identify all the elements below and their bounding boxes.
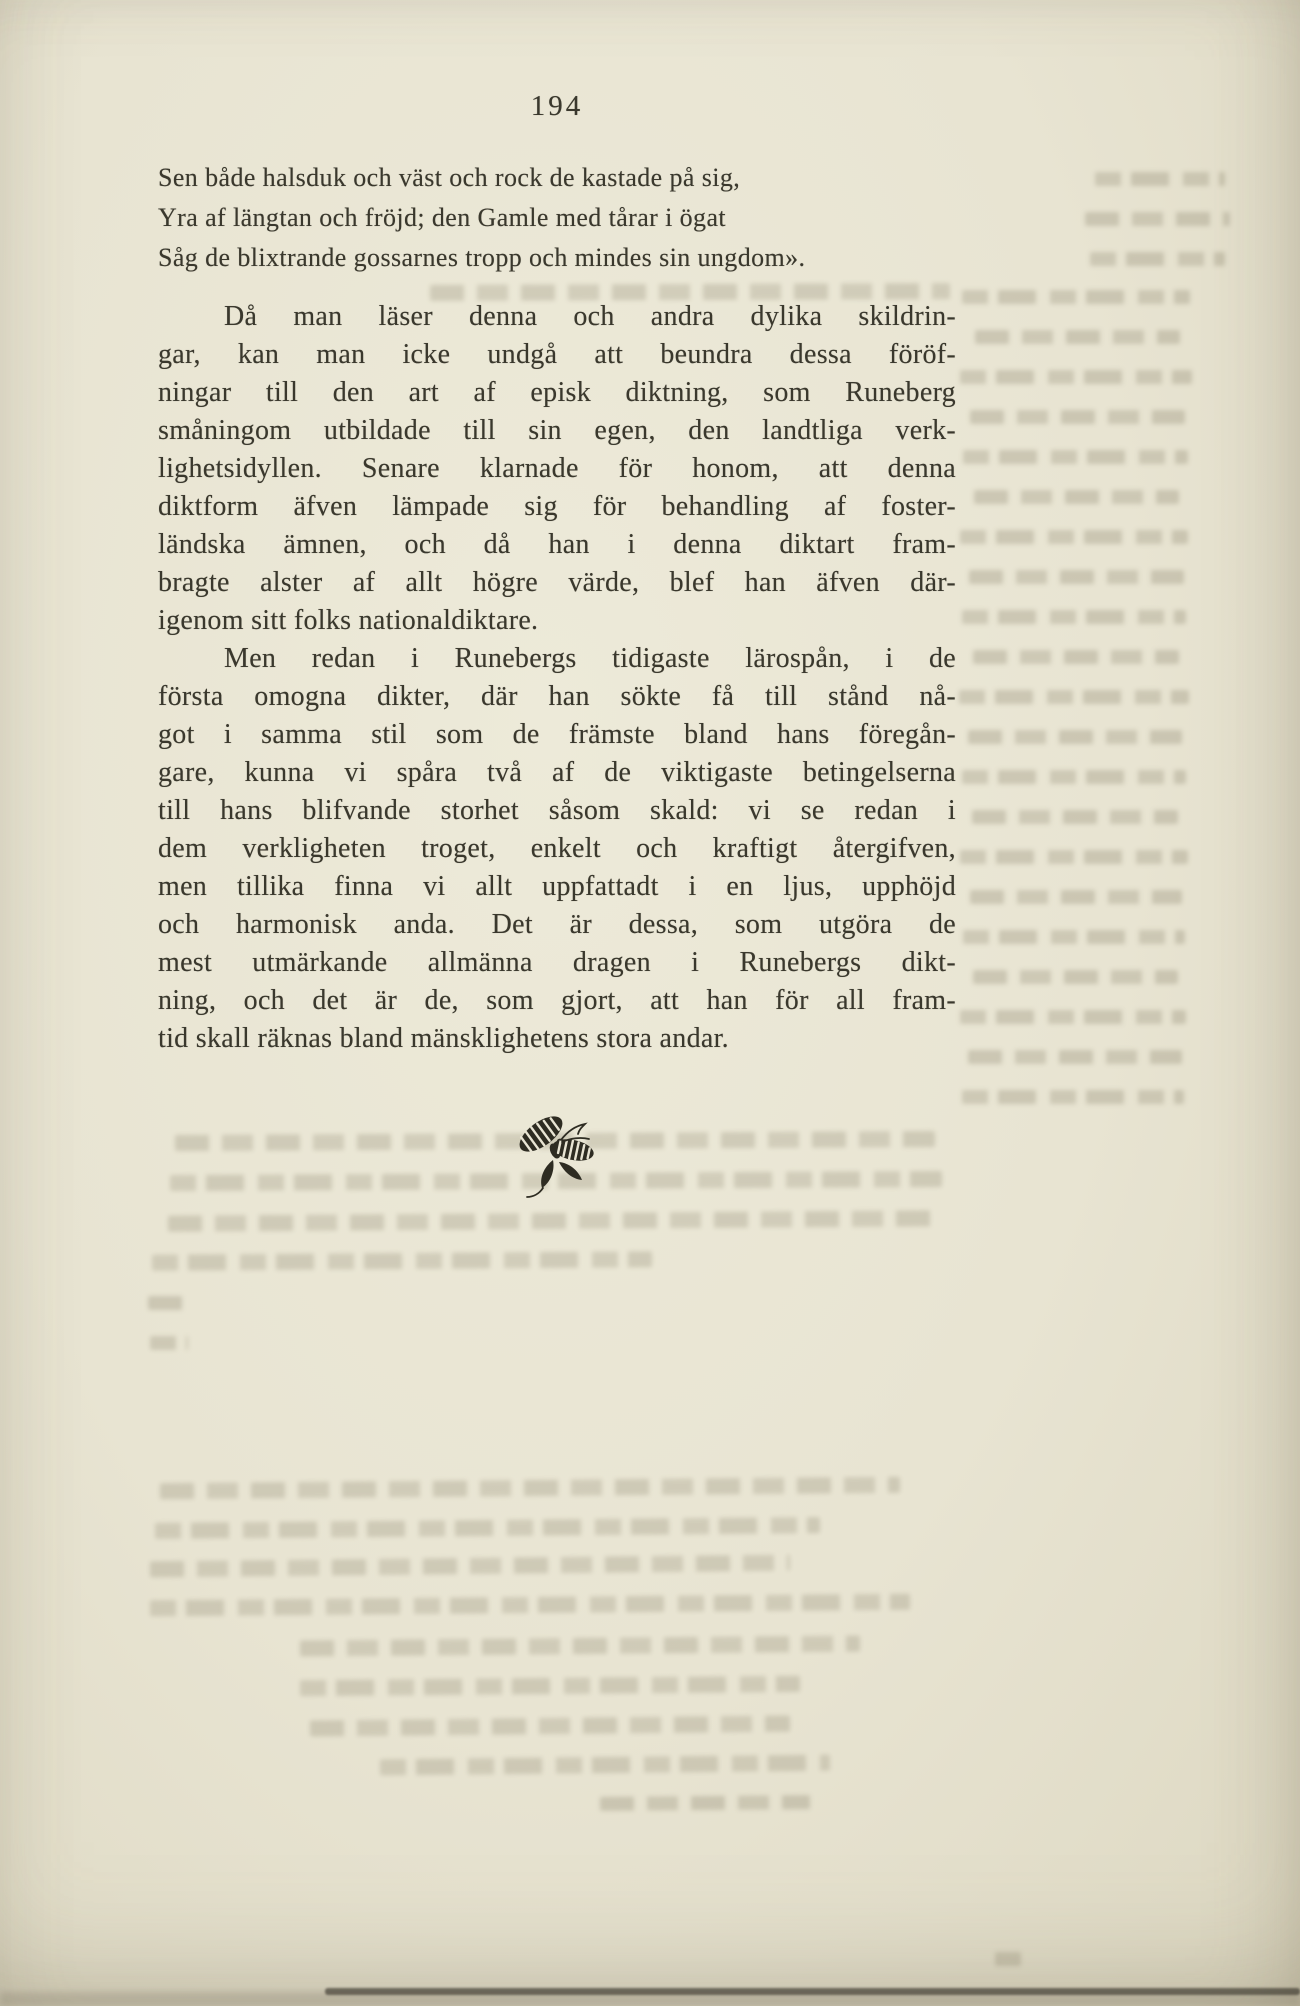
bleedthrough-line (974, 490, 1179, 504)
text-line: got i samma stil som de främste bland hans föregån- (158, 719, 956, 750)
bleedthrough-line (380, 1755, 830, 1776)
text-line: Då man läser denna och andra dylika skildrin- (224, 301, 956, 332)
paragraph-1 (158, 298, 956, 640)
bleedthrough-line (150, 1336, 188, 1350)
bleedthrough-line (960, 1010, 1186, 1024)
bleedthrough-line (972, 810, 1178, 824)
bleedthrough-line (970, 890, 1182, 904)
text-line: gare, kunna vi spåra två af de viktigaste betingelserna (158, 757, 956, 788)
bleedthrough-line (300, 1676, 800, 1696)
text-line: men tillika finna vi allt uppfattadt i en ljus, upphöjd (158, 871, 956, 902)
bleedthrough-line (310, 1715, 790, 1736)
bleedthrough-line (152, 1251, 652, 1270)
verse-quotation (158, 158, 956, 278)
paragraph-2 (158, 640, 956, 1058)
bleedthrough-line (600, 1795, 810, 1811)
text-line: ländska ämnen, och då han i denna diktart fram- (158, 529, 956, 560)
bleedthrough-line (1090, 252, 1225, 266)
bleedthrough-line (975, 330, 1180, 344)
bleedthrough-line (973, 650, 1179, 664)
scan-edge-artifact (325, 1988, 1300, 1995)
bleedthrough-line (300, 1636, 860, 1657)
text-line: ningar till den art af episk diktning, som Runeberg (158, 377, 956, 408)
text-line: gar, kan man icke undgå att beundra dessa föröf- (158, 339, 956, 370)
text-line: bragte alster af allt högre värde, blef han äfven där- (158, 567, 956, 598)
bleedthrough-line (963, 930, 1185, 944)
text-line: till hans blifvande storhet såsom skald: vi se redan i (158, 795, 956, 826)
bleedthrough-line (968, 730, 1182, 744)
bleedthrough-line (968, 1050, 1182, 1064)
verse-line: Såg de blixtrande gossarnes tropp och mindes sin ungdom». (158, 243, 806, 272)
text-line: dem verkligheten troget, enkelt och kraftigt återgifven, (158, 833, 956, 864)
bleedthrough-line (960, 850, 1188, 864)
bleedthrough-line (1085, 212, 1230, 226)
bleedthrough-line (960, 530, 1188, 544)
bleedthrough-line (155, 1517, 820, 1539)
bleedthrough-line (973, 970, 1178, 984)
bleedthrough-line (962, 610, 1186, 624)
bleedthrough-line (1095, 172, 1225, 186)
bleedthrough-line (959, 690, 1189, 704)
bleedthrough-line (160, 1477, 900, 1499)
text-line: och harmonisk anda. Det är dessa, som utgöra de (158, 909, 956, 940)
verse-line: Yra af längtan och fröjd; den Gamle med tårar i ögat (158, 203, 727, 232)
bleedthrough-line (962, 770, 1186, 784)
bleedthrough-line (148, 1296, 190, 1310)
text-line: ning, och det är de, som gjort, att han för all fram- (158, 985, 956, 1016)
text-line: första omogna dikter, där han sökte få till stånd nå- (158, 681, 956, 712)
bleedthrough-line (168, 1210, 934, 1231)
printed-text-block (158, 88, 956, 1204)
text-line: lighetsidyllen. Senare klarnade för honom, att denna (158, 453, 956, 484)
butterfly-ornament (507, 1104, 607, 1204)
bleedthrough-line (962, 1090, 1184, 1104)
bleedthrough-line (150, 1594, 910, 1617)
text-line: småningom utbildade till sin egen, den landtliga verk- (158, 415, 956, 446)
page-number: 194 (530, 90, 584, 122)
bleedthrough-line (150, 1555, 790, 1578)
text-line: mest utmärkande allmänna dragen i Runebergs dikt- (158, 947, 956, 978)
bleedthrough-line (995, 1952, 1021, 1966)
text-line: Men redan i Runebergs tidigaste lärospån, i de (224, 643, 956, 674)
bleedthrough-line (970, 410, 1185, 424)
text-line: diktform äfven lämpade sig för behandling af foster- (158, 491, 956, 522)
bleedthrough-line (963, 450, 1188, 464)
text-line: igenom sitt folks nationaldiktare. (158, 605, 539, 636)
butterfly-vignette-icon (507, 1104, 607, 1204)
bleedthrough-line (969, 570, 1184, 584)
bleedthrough-line (962, 290, 1190, 304)
bleedthrough-line (960, 370, 1192, 384)
verse-line: Sen både halsduk och väst och rock de kastade på sig, (158, 163, 741, 192)
text-line: tid skall räknas bland mänsklighetens stora andar. (158, 1023, 729, 1054)
